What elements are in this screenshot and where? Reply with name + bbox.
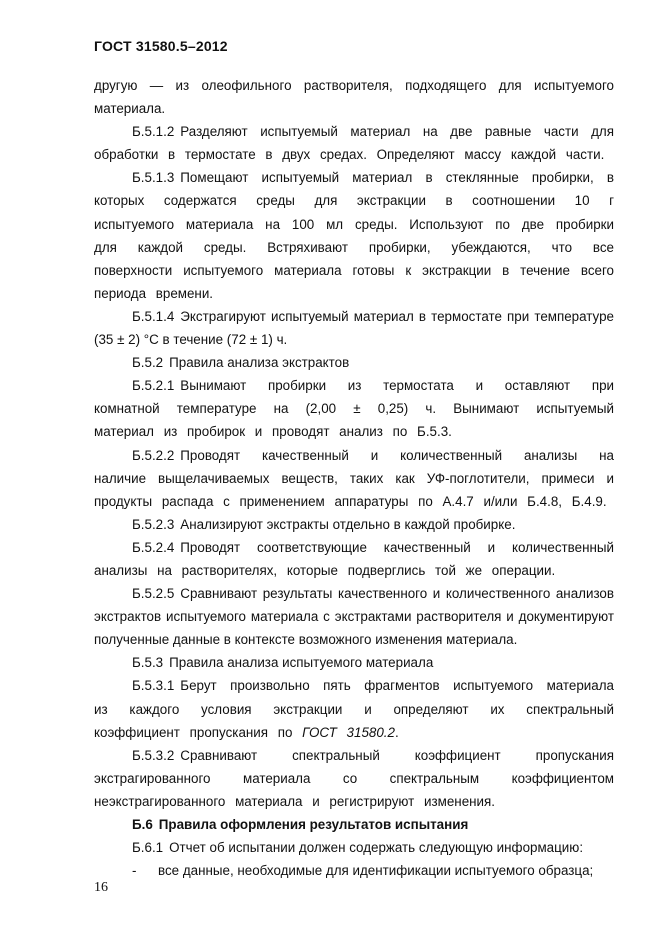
clause-number: Б.6.1 (132, 840, 164, 856)
list-item (94, 859, 614, 882)
clause-number: Б.5.3.1 (132, 678, 175, 694)
paragraph-continuation: другую — из олеофильного растворителя, подходящего для испытуемого материала. (94, 78, 614, 117)
subsection-title: Правила анализа экстрактов (169, 355, 350, 371)
subsection-b-5-3 (94, 651, 614, 674)
list-item-text: все данные, необходимые для идентификации испытуемого образца; (158, 863, 594, 879)
clause-text: Проводят качественный и количественный анализы на наличие выщелачиваемых веществ, таких как УФ-поглотители, примеси и продукты распада с применением аппаратуры по А.4.7 и/или Б.4.8, Б.4.9. (94, 447, 614, 509)
paragraph-b-5-2-2 (94, 444, 614, 513)
paragraph-b-5-1-4 (94, 305, 614, 351)
clause-number: Б.5.2.3 (132, 516, 175, 532)
document-body (94, 74, 614, 882)
paragraph-b-6-1 (94, 836, 614, 859)
clause-text: Помещают испытуемый материал в стеклянные пробирки, в которых содержатся среды для экстракции в соотношении 10 г испытуемого материала на 100 мл среды. Используют по две пробирки для каждой среды. Встряхивают пробирки, убеждаются, что все поверхности испытуемого материала готовы к экстракции в течение всего периода времени. (94, 170, 614, 301)
clause-number: Б.5.3 (132, 655, 164, 671)
standard-reference: ГОСТ 31580.2 (302, 724, 395, 740)
clause-text: Проводят соответствующие качественный и количественный анализы на растворителях, которые подверглись той же операции. (94, 539, 614, 578)
paragraph-b-5-3-1 (94, 674, 614, 743)
clause-text: Вынимают пробирки из термостата и оставляют при комнатной температуре на (2,00 ± 0,25) ч. Вынимают испытуемый материал из пробирок и проводят анализ по Б.5.3. (94, 378, 614, 440)
subsection-title: Правила анализа испытуемого материала (169, 655, 434, 671)
clause-text: Анализируют экстракты отдельно в каждой пробирке. (180, 516, 516, 532)
clause-text: Разделяют испытуемый материал на две равные части для обработки в термостате в двух средах. Определяют массу каждой части. (94, 124, 614, 163)
sentence-end: . (394, 724, 399, 740)
list-dash: - (132, 863, 137, 879)
clause-text: Отчет об испытании должен содержать следующую информацию: (169, 840, 584, 856)
paragraph-b-5-2-3 (94, 513, 614, 536)
clause-number: Б.5.1.3 (132, 170, 175, 186)
paragraph-b-5-3-2 (94, 744, 614, 813)
paragraph-b-5-2-1 (94, 374, 614, 443)
clause-text: Берут произвольно пять фрагментов испытуемого материала из каждого условия экстракции и определяют их спектральный коэффициент пропускания по (94, 678, 614, 740)
paragraph-b-5-2-5 (94, 582, 614, 651)
section-number: Б.6 (132, 817, 153, 832)
clause-number: Б.5.2.5 (132, 586, 175, 602)
clause-text: Экстрагируют испытуемый материал в термостате при температуре (35 ± 2) °С в течение (72 ± 1) ч. (94, 308, 614, 348)
clause-number: Б.5.3.2 (132, 747, 175, 763)
clause-number: Б.5.2 (132, 355, 164, 371)
clause-number: Б.5.1.2 (132, 124, 175, 140)
clause-text: Сравнивают результаты качественного и количественного анализов экстрактов испытуемого материала с экстрактами растворителя и документируют полученные данные в контексте возможного изменения материала. (94, 586, 614, 648)
subsection-b-5-2 (94, 351, 614, 374)
section-title: Правила оформления результатов испытания (158, 817, 469, 832)
clause-number: Б.5.2.1 (132, 378, 175, 394)
clause-number: Б.5.2.2 (132, 447, 175, 463)
document-header: ГОСТ 31580.5–2012 (94, 38, 228, 54)
clause-number: Б.5.1.4 (132, 308, 175, 324)
paragraph-b-5-1-2 (94, 120, 614, 166)
clause-text: Сравнивают спектральный коэффициент пропускания экстрагированного материала со спектральным коэффициентом неэкстрагированного материала и регистрируют изменения. (94, 747, 614, 809)
page-number: 16 (94, 880, 108, 895)
section-b-6-heading (94, 813, 614, 836)
paragraph-b-5-1-3 (94, 166, 614, 305)
paragraph-b-5-2-4 (94, 536, 614, 582)
clause-number: Б.5.2.4 (132, 539, 175, 555)
